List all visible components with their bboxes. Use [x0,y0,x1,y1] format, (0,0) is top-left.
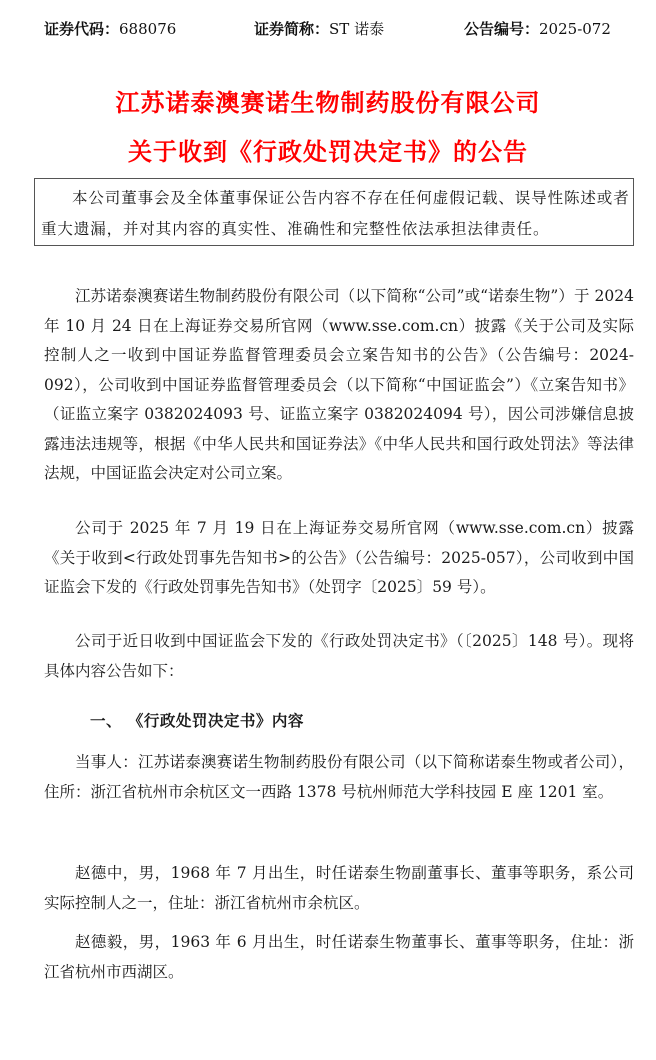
paragraph-party-zhao-deyi [44,928,634,1001]
paragraph-party-zhao-dezhong [44,859,634,932]
company-title: 江苏诺泰澳赛诺生物制药股份有限公司 [115,89,541,117]
paragraph-prior-notice [44,514,634,617]
board-disclaimer-box [34,178,634,246]
paragraph-text: 当事人：江苏诺泰澳赛诺生物制药股份有限公司（以下简称诺泰生物或者公司），住所：浙江省杭州市余杭区文一西路 1378 号杭州师范大学科技园 E 座 1201 室。 [44,753,634,801]
paragraph-text: 赵德中，男，1968 年 7 月出生，时任诺泰生物副董事长、董事等职务，系公司实际控制人之一，住址：浙江省杭州市余杭区。 [44,864,634,912]
paragraph-text: 赵德毅，男，1963 年 6 月出生，时任诺泰生物董事长、董事等职务，住址：浙江省杭州市西湖区。 [44,933,634,981]
security-code-label: 证券代码： [44,20,120,38]
paragraph-text: 公司于 2025 年 7 月 19 日在上海证券交易所官网（www.sse.com.cn）披露《关于收到<行政处罚事先告知书>的公告》（公告编号：2025-057），公司收到中国证监会下发的《行政处罚事先告知书》（处罚字〔2025〕59 号）。 [44,519,634,596]
announcement-title: 关于收到《行政处罚决定书》的公告 [128,138,528,166]
paragraph-party-company [44,748,634,821]
announcement-number-label: 公告编号： [464,20,540,38]
security-code-value: 688076 [119,20,177,38]
paragraph-text: 江苏诺泰澳赛诺生物制药股份有限公司（以下简称“公司”或“诺泰生物”）于 2024 年 10 月 24 日在上海证券交易所官网（www.sse.com.cn）披露《关于公司及实际控制人之一收到中国证券监督管理委员会立案告知书的公告》（公告编号：2024-092），公司收到中国证券监督管理委员会（以下简称“中国证监会”）《立案告知书》（证监立案字 0382024093 号、证监立案字 0382024094 号），因公司涉嫌信息披露违法违规等，根据《中华人民共和国证券法》《中华人民共和国行政处罚法》等法律法规，中国证监会决定对公司立案。 [44,287,634,482]
disclaimer-text: 本公司董事会及全体董事保证公告内容不存在任何虚假记载、误导性陈述或者重大遗漏，并对其内容的真实性、准确性和完整性依法承担法律责任。 [41,189,630,238]
security-abbreviation-value: ST 诺泰 [329,20,385,38]
security-code [44,18,176,39]
security-abbreviation [254,18,384,39]
paragraph-decision-received [44,627,634,700]
announcement-header [44,18,636,42]
security-abbreviation-label: 证券简称： [254,20,330,38]
paragraph-text: 公司于近日收到中国证监会下发的《行政处罚决定书》（〔2025〕148 号）。现将具体内容公告如下： [44,632,634,680]
paragraph-case-filing [44,282,634,503]
announcement-number-value: 2025-072 [539,20,611,38]
announcement-number [464,18,611,39]
section-heading-decision-content: 一、 《行政处罚决定书》内容 [90,711,304,730]
